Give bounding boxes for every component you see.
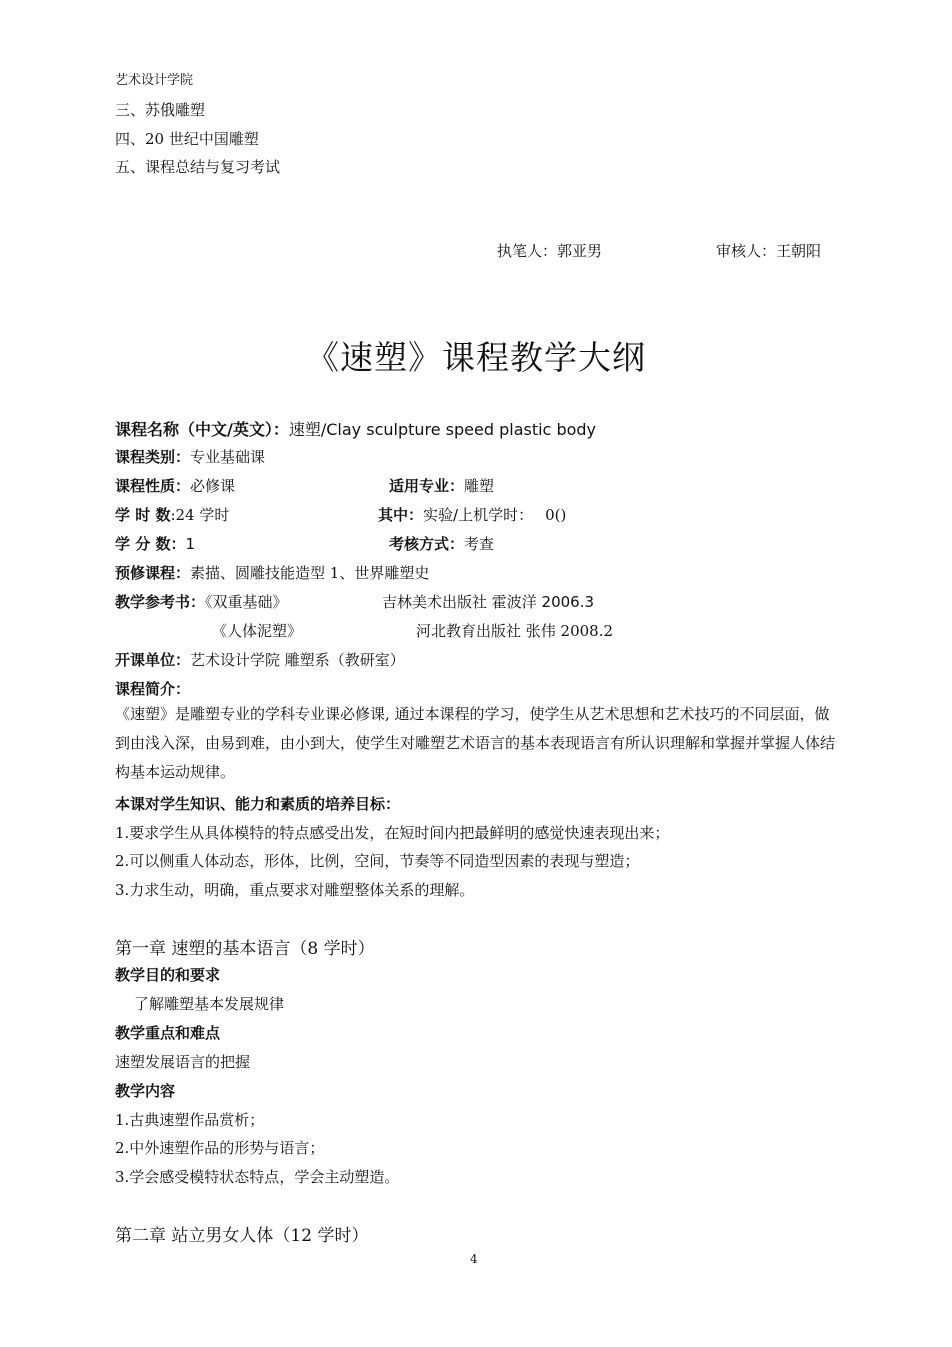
field-label: 其中：	[378, 506, 424, 524]
section-text: 速塑发展语言的把握	[115, 1053, 251, 1071]
section-text: 了解雕塑基本发展规律	[134, 995, 285, 1013]
exam-row	[389, 533, 494, 554]
writer-label: 执笔人：	[497, 242, 558, 260]
reference-title: 《人体泥塑》	[212, 622, 303, 640]
list-item: 五、课程总结与复习考试	[115, 158, 281, 176]
intro-heading: 课程简介：	[115, 680, 191, 698]
hours-row	[115, 504, 229, 525]
section-heading: 教学内容	[115, 1082, 176, 1100]
prereq-row	[115, 562, 429, 583]
reviewer-signature	[716, 240, 821, 261]
field-label: 课程名称（中文/英文）：	[115, 420, 289, 439]
field-value: 专业基础课	[190, 448, 266, 466]
intro-paragraph: 《速塑》是雕塑专业的学科专业课必修课, 通过本课程的学习，使学生从艺术思想和艺术技巧的不同层面，做到由浅入深，由易到难，由小到大，使学生对雕塑艺术语言的基本表现语言有所认识理解和掌握并掌握人体结构基本运动规律。	[115, 705, 836, 781]
credit-row	[115, 533, 195, 554]
chapter-2-title: 第二章 站立男女人体（12 学时）	[115, 1226, 369, 1246]
field-label: 学 时 数	[115, 506, 171, 524]
reference-title: 《双重基础》	[205, 593, 288, 611]
field-label: 学 分 数：	[115, 535, 186, 553]
major-row	[389, 475, 494, 496]
field-label: 开课单位：	[115, 651, 191, 669]
field-value: 艺术设计学院 雕塑系（教研室）	[190, 651, 405, 669]
course-name-row	[115, 417, 596, 440]
course-category-row	[115, 446, 265, 467]
header-org: 艺术设计学院	[115, 73, 194, 88]
page-number: 4	[470, 1252, 478, 1266]
writer-signature	[497, 240, 602, 261]
writer-name: 郭亚男	[557, 242, 603, 260]
list-item: 2.可以侧重人体动态，形体，比例，空间，节奏等不同造型因素的表现与塑造；	[115, 852, 640, 870]
field-label: 教学参考书：	[115, 593, 206, 611]
field-value: 考查	[464, 535, 495, 553]
list-item: 1.古典速塑作品赏析；	[115, 1111, 265, 1129]
field-value: :24 学时	[170, 506, 230, 524]
field-label: 课程类别：	[115, 448, 191, 466]
list-item: 2.中外速塑作品的形势与语言；	[115, 1139, 325, 1157]
field-value: 必修课	[190, 477, 236, 495]
reference-publisher: 吉林美术出版社 霍波洋 2006.3	[382, 593, 595, 611]
field-label: 考核方式：	[389, 535, 465, 553]
field-value: 0()	[545, 506, 567, 524]
field-value: 速塑/Clay sculpture speed plastic body	[288, 420, 597, 439]
list-item: 1.要求学生从具体模特的特点感受出发，在短时间内把最鲜明的感觉快速表现出来；	[115, 824, 670, 842]
page-title: 《速塑》课程教学大纲	[306, 338, 646, 377]
unit-row	[115, 649, 405, 670]
goals-heading: 本课对学生知识、能力和素质的培养目标：	[115, 795, 401, 813]
list-item: 3.力求生动，明确，重点要求对雕塑整体关系的理解。	[115, 881, 475, 899]
list-item: 3.学会感受模特状态特点，学会主动塑造。	[115, 1168, 400, 1186]
field-value: 雕塑	[464, 477, 495, 495]
reference-publisher: 河北教育出版社 张伟 2008.2	[416, 622, 614, 640]
reference-row	[115, 591, 288, 612]
chapter-1-title: 第一章 速塑的基本语言（8 学时）	[115, 939, 375, 959]
field-label: 预修课程：	[115, 564, 191, 582]
list-item: 三、苏俄雕塑	[115, 101, 206, 119]
section-heading: 教学重点和难点	[115, 1024, 221, 1042]
lab-hours-row	[378, 504, 566, 525]
field-value: 1	[185, 535, 195, 553]
list-item: 四、20 世纪中国雕塑	[115, 130, 259, 148]
field-sublabel: 实验/上机学时：	[423, 506, 534, 524]
field-value: 素描、圆雕技能造型 1、世界雕塑史	[190, 564, 430, 582]
field-label: 适用专业：	[389, 477, 465, 495]
course-nature-row	[115, 475, 235, 496]
field-label: 课程性质：	[115, 477, 191, 495]
reviewer-label: 审核人：	[716, 242, 777, 260]
section-heading: 教学目的和要求	[115, 966, 221, 984]
reviewer-name: 王朝阳	[776, 242, 822, 260]
